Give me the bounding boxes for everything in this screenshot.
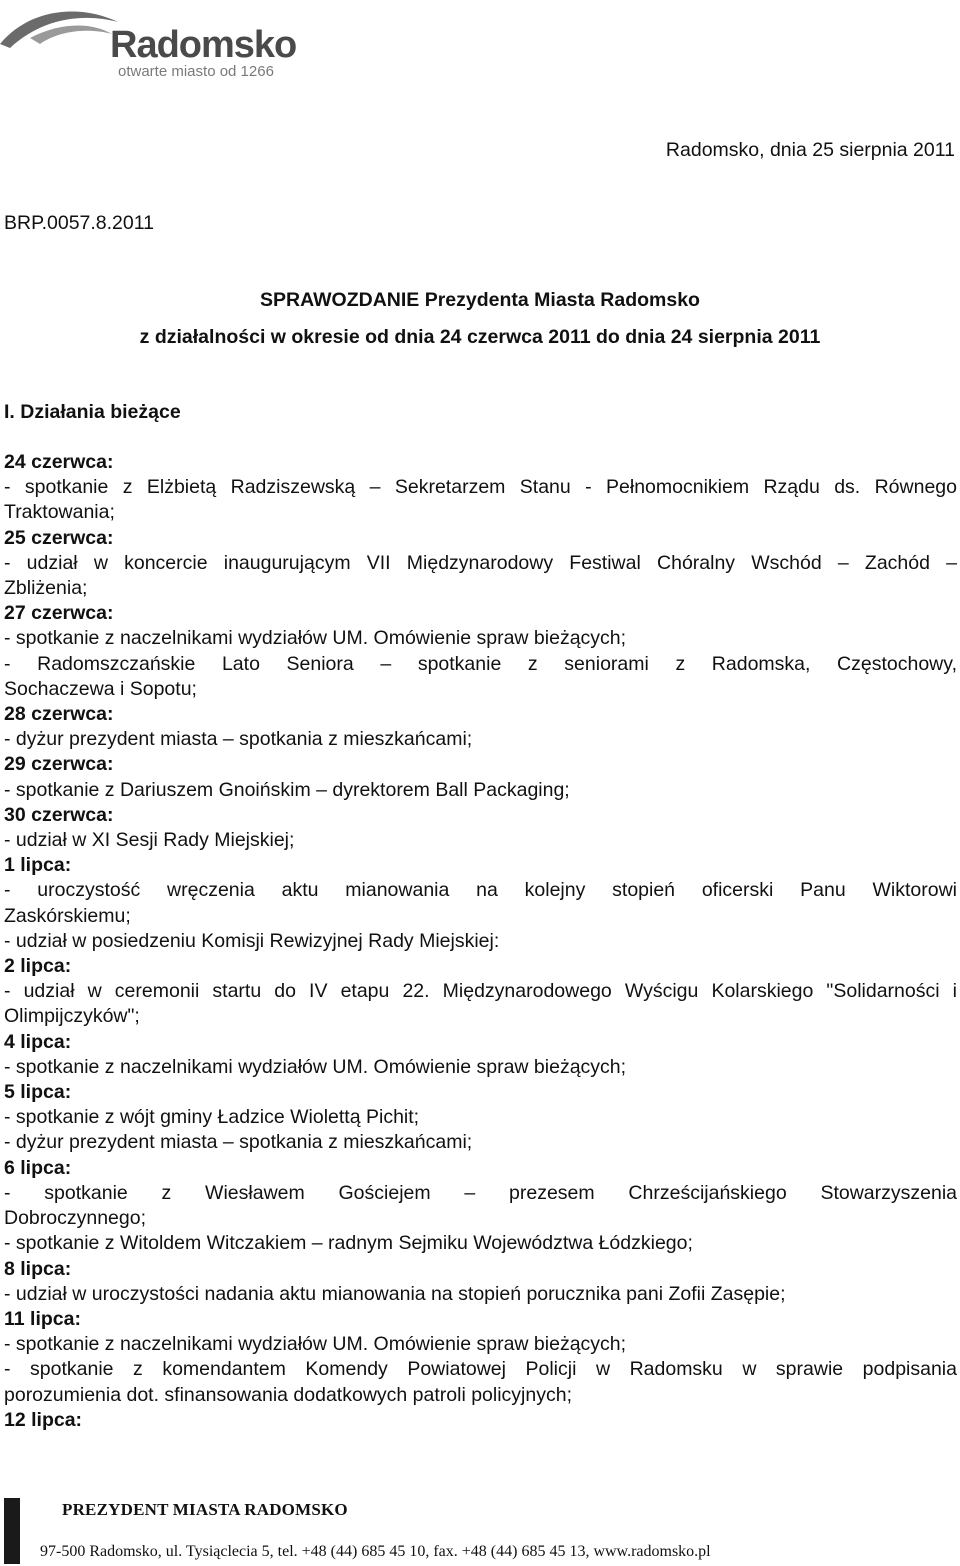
document-title: SPRAWOZDANIE Prezydenta Miasta Radomsko (260, 289, 700, 311)
entry-date: 2 lipca: (4, 955, 72, 978)
activity-item-continuation: Traktowania; (4, 501, 115, 524)
activity-item: - dyżur prezydent miasta – spotkania z mieszkańcami; (4, 728, 473, 751)
city-logo (0, 0, 300, 82)
activity-item: - spotkanie z Witoldem Witczakiem – radnym Sejmiku Województwa Łódzkiego; (4, 1232, 693, 1255)
activity-list (4, 450, 957, 1433)
activity-item-continuation: Zbliżenia; (4, 577, 88, 600)
document-date: Radomsko, dnia 25 sierpnia 2011 (665, 139, 955, 161)
activity-item: - spotkanie z wójt gminy Ładzice Wiolettą Pichit; (4, 1106, 420, 1129)
activity-item: - udział w uroczystości nadania aktu mianowania na stopień porucznika pani Zofii Zasępie; (4, 1282, 786, 1305)
activity-item: - spotkanie z naczelnikami wydziałów UM. Omówienie spraw bieżących; (4, 1333, 627, 1356)
entry-date: 8 lipca: (4, 1257, 72, 1280)
activity-item: - spotkanie z naczelnikami wydziałów UM. Omówienie spraw bieżących; (4, 1055, 627, 1078)
activity-item: - dyżur prezydent miasta – spotkania z mieszkańcami; (4, 1131, 473, 1154)
activity-item: - udział w posiedzeniu Komisji Rewizyjnej Rady Miejskiej: (4, 929, 500, 952)
entry-date: 30 czerwca: (4, 803, 114, 826)
entry-date: 1 lipca: (4, 854, 72, 877)
document-subtitle: z działalności w okresie od dnia 24 czerwca 2011 do dnia 24 sierpnia 2011 (139, 326, 821, 348)
entry-date: 11 lipca: (4, 1307, 81, 1330)
entry-date: 25 czerwca: (4, 526, 114, 549)
activity-item: - Radomszczańskie Lato Seniora – spotkanie z seniorami z Radomska, Częstochowy, (4, 652, 957, 675)
activity-item: - spotkanie z Wiesławem Gościejem – prezesem Chrześcijańskiego Stowarzyszenia (4, 1181, 957, 1204)
footer-bar (4, 1498, 20, 1564)
activity-item: - udział w ceremonii startu do IV etapu 22. Międzynarodowego Wyścigu Kolarskiego "Solidarności i (4, 980, 957, 1003)
footer-title: PREZYDENT MIASTA RADOMSKO (62, 1500, 348, 1519)
entry-date: 4 lipca: (4, 1030, 72, 1053)
entry-date: 5 lipca: (4, 1081, 72, 1104)
activity-item: - spotkanie z Elżbietą Radziszewską – Sekretarzem Stanu - Pełnomocnikiem Rządu ds. Równego (4, 476, 957, 499)
activity-item: - udział w XI Sesji Rady Miejskiej; (4, 829, 295, 852)
footer-address: 97-500 Radomsko, ul. Tysiąclecia 5, tel. +48 (44) 685 45 10, fax. +48 (44) 685 45 13, www.radomsko.pl (40, 1543, 711, 1560)
entry-date: 24 czerwca: (4, 451, 114, 473)
activity-item: - spotkanie z Dariuszem Gnoińskim – dyrektorem Ball Packaging; (4, 778, 570, 801)
logo-name: Radomsko (110, 24, 297, 66)
reference-number: BRP.0057.8.2011 (4, 212, 154, 234)
entry-date: 29 czerwca: (4, 753, 114, 776)
entry-date: 28 czerwca: (4, 703, 114, 726)
activity-item: - spotkanie z komendantem Komendy Powiatowej Policji w Radomsku w sprawie podpisania (4, 1358, 957, 1381)
activity-item: - uroczystość wręczenia aktu mianowania na kolejny stopień oficerski Panu Wiktorowi (4, 879, 957, 902)
activity-item-continuation: Dobroczynnego; (4, 1207, 147, 1230)
activity-item-continuation: porozumienia dot. sfinansowania dodatkowych patroli policyjnych; (4, 1383, 572, 1406)
logo-tagline: otwarte miasto od 1266 (118, 63, 274, 80)
activity-item-continuation: Sochaczewa i Sopotu; (4, 677, 197, 700)
entry-date: 12 lipca: (4, 1408, 83, 1431)
activity-item: - spotkanie z naczelnikami wydziałów UM. Omówienie spraw bieżących; (4, 627, 627, 650)
section-heading: I. Działania bieżące (4, 401, 181, 423)
activity-item-continuation: Zaskórskiemu; (4, 904, 131, 927)
swoosh-icon (0, 0, 120, 70)
activity-item: - udział w koncercie inaugurującym VII Międzynarodowy Festiwal Chóralny Wschód – Zachód – (4, 551, 957, 574)
entry-date: 6 lipca: (4, 1156, 72, 1179)
entry-date: 27 czerwca: (4, 602, 114, 625)
activity-item-continuation: Olimpijczyków"; (4, 1005, 140, 1028)
